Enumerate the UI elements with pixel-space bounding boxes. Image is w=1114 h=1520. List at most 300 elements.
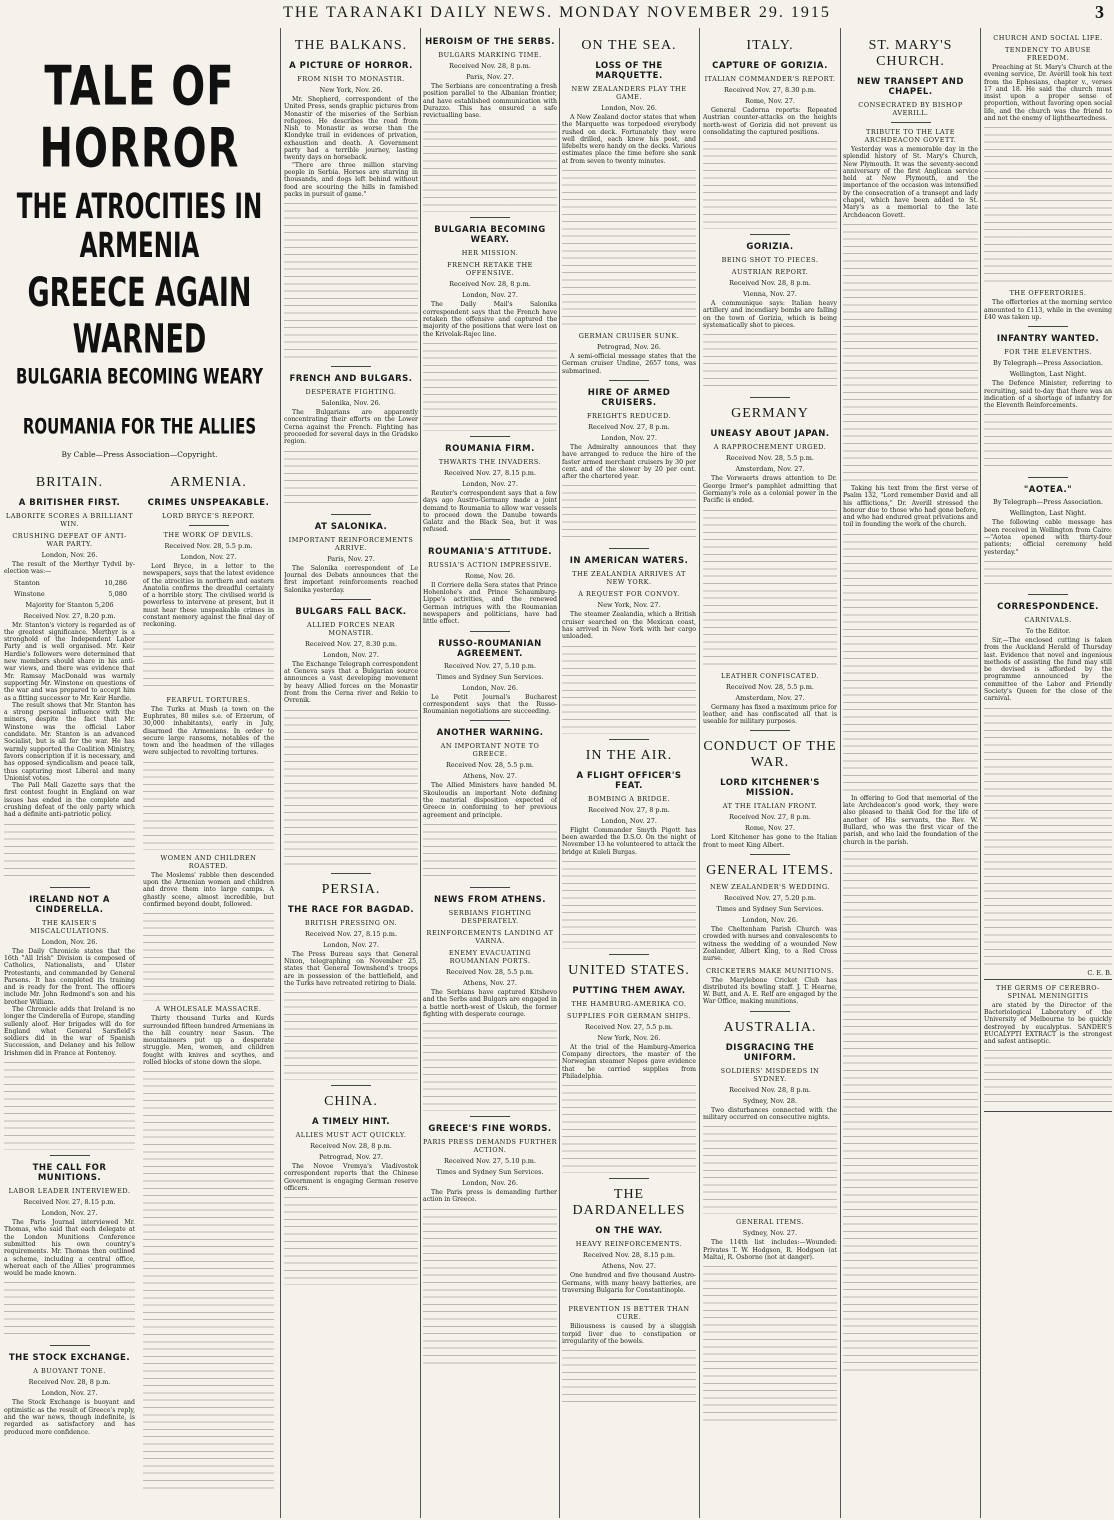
column-rule — [699, 28, 700, 1518]
divider — [609, 1178, 649, 1179]
article-text: Preaching at St. Mary's Church at the evening service, Dr. Averill took his text from the Ephesians, chapter v., verses 17 and 18. He said the church must insist upon a proper sense of proportion, without favoring open social life, and the church was the friend to and not the enemy of lightheartedness. — [984, 64, 1112, 123]
deck: FREIGHTS REDUCED. — [586, 411, 672, 420]
dateline: Rome, Nov. 27. — [745, 824, 795, 833]
article-text: Sir,—The enclosed cutting is taken from the Auckland Herald of Thursday last. Evidence that novel and ingenious methods of assisting the fund may still be devised is afforded by the programme announced by the committee of the Labor and Friendly Society's Queen for the close of the carnival. — [984, 636, 1112, 703]
article-text: The Moslems' rabble then descended upon the Armenian women and children and drove them into large camps. A ghastly scene, almost incredible, but confirmed beyond doubt, followed. — [143, 871, 274, 908]
article-text: The offertories at the morning service amounted to £113, while in the evening £40 was taken up. — [984, 299, 1112, 321]
text-lines — [284, 708, 418, 868]
deck: TENDENCY TO ABUSE FREEDOM. — [1004, 46, 1092, 62]
heading-on-the-way: ON THE WAY. — [595, 1226, 663, 1237]
deck: CRICKETERS MAKE MUNITIONS. — [705, 966, 835, 975]
divider — [470, 1116, 510, 1117]
deck: GERMAN CRUISER SUNK. — [578, 332, 680, 341]
article-text: "There are three million starving people in Serbia. Horses are starving in thousands, and dogs left behind without food are scouring the hills in famished packs in pursuit of game." — [284, 161, 418, 198]
section-on-the-sea: ON THE SEA. — [581, 38, 677, 53]
dateline: Vienna, Nov. 27. — [743, 290, 797, 299]
text-lines — [143, 1332, 274, 1492]
received-line: Received Nov. 27, 8 p.m. — [588, 422, 670, 431]
section-dardanelles: THE DARDANELLES — [572, 1187, 686, 1219]
article-text: The Salonika correspondent of Le Journal des Debats announces that the first important reinforcements reached Salonika yesterday. — [284, 564, 418, 594]
article-text: Mr. Stanton's victory is regarded as of the greatest significance. Merthyr is a stronghold of the Independent Labor Party and is well organised. Mr. Keir Hardie's followers were determined that new members should share in his anti-war views, and there was evidence that Mr. Ramsay MacDonald was warmly supporting Mr. Winstone on questions of the war and was prepared to accept him as a fitting successor to Mr. Keir Hardie. — [4, 621, 135, 702]
signature: C. E. B. — [1087, 968, 1112, 977]
divider — [750, 397, 790, 398]
article-text: The Stock Exchange is buoyant and optimistic as the result of Greece's reply, and the war news, though indefinite, is regarded as satisfactory and has produced more confidence. — [4, 1399, 135, 1436]
deck: NEW ZEALANDER'S WEDDING. — [709, 883, 831, 892]
section-in-the-air: IN THE AIR. — [585, 747, 673, 763]
text-lines — [703, 1124, 837, 1214]
text-lines — [284, 201, 418, 361]
divider — [1028, 477, 1068, 478]
deck: AUSTRIAN REPORT. — [731, 268, 809, 277]
deck: LABOR LEADER INTERVIEWED. — [8, 1187, 131, 1196]
divider — [470, 217, 510, 218]
text-lines — [143, 911, 274, 1001]
deck: FROM NISH TO MONASTIR. — [297, 75, 405, 83]
deck: HER MISSION. — [461, 249, 519, 258]
received-line: Received Nov. 28, 8 p.m. — [449, 62, 531, 70]
section-church-social: CHURCH AND SOCIAL LIFE. — [993, 34, 1103, 42]
article-text: Lord Kitchener has gone to the Italian front to meet King Albert. — [703, 834, 837, 849]
heading-picture-of-horror: A PICTURE OF HORROR. — [289, 61, 413, 71]
headline-tale-of-horror: TALE OF HORROR — [39, 56, 240, 181]
section-russo-roumanian: RUSSO-ROUMANIAN AGREEMENT. — [438, 638, 542, 659]
column-rule — [840, 28, 841, 1518]
deck: FEARFUL TORTURES. — [166, 695, 251, 704]
received-line: Received Nov. 27, 5.5 p.m. — [585, 1022, 673, 1031]
source-line: Times and Sydney Sun Services. — [436, 1168, 544, 1177]
deck: GENERAL ITEMS. — [736, 1218, 804, 1227]
deck: FRENCH RETAKE THE OFFENSIVE. — [447, 261, 533, 278]
text-lines — [284, 449, 418, 509]
deck: BULGARS MARKING TIME. — [438, 51, 542, 59]
divider — [50, 1345, 90, 1346]
deck: ITALIAN COMMANDER'S REPORT. — [704, 75, 836, 83]
dateline: Sydney, Nov. 27. — [742, 1229, 798, 1238]
section-gorizia: GORIZIA. — [746, 242, 794, 253]
deck: REINFORCEMENTS LANDING AT VARNA. — [426, 928, 554, 945]
deck: SOLDIERS' MISDEEDS IN SYDNEY. — [720, 1066, 820, 1083]
candidate-votes: 10,286 — [104, 578, 127, 587]
article-text: Taking his text from the first verse of Psalm 132, "Lord remember David and all his afflictions," Dr. Averill stressed the honour due to those who had gone before, and who had endured great privations and toil in founding the work of the church. — [843, 484, 978, 529]
column-1 — [4, 30, 275, 1518]
deck: NEW ZEALANDERS PLAY THE GAME. — [571, 85, 687, 101]
heading-uneasy-japan: UNEASY ABOUT JAPAN. — [710, 429, 830, 440]
section-another-warning: ANOTHER WARNING. — [436, 728, 544, 739]
text-lines — [562, 859, 696, 949]
dateline: London, Nov. 27. — [41, 1389, 98, 1398]
received-line: Received Nov. 27, 5.10 p.m. — [443, 661, 537, 670]
received-line: Received Nov. 28, 8 p.m. — [729, 279, 811, 288]
section-infantry-wanted: INFANTRY WANTED. — [996, 334, 1100, 345]
article-text: The Exchange Telegraph correspondent at Geneva says that a Bulgarian source announces a vast developing movement by heavy Allied forces on the Monastir front from the Cerna river and Rekio to Ovrenik. — [284, 660, 418, 705]
article-text: A communique says: Italian heavy artillery and incendiary bombs are falling on the town of Gorizia, which is being systematically shot to pieces. — [703, 300, 837, 330]
received-line: Received Nov. 28, 5.5 p.m. — [446, 761, 534, 770]
text-lines — [562, 644, 696, 734]
text-lines — [843, 1112, 978, 1372]
deck: WOMEN AND CHILDREN ROASTED. — [160, 853, 257, 870]
received-line: Received Nov. 28, 8 p.m. — [449, 280, 531, 289]
received-line: Received Nov. 27, 8.15 p.m. — [304, 929, 398, 938]
deck: TRIBUTE TO THE LATE ARCHDEACON GOVETT. — [864, 128, 957, 144]
dateline: London, Nov. 27. — [462, 291, 518, 300]
divider — [891, 122, 931, 123]
received-line: Received Nov. 28, 5.5 p.m. — [726, 682, 814, 691]
divider — [331, 1085, 371, 1086]
received-line: Received Nov. 27, 8.20 p.m. — [23, 611, 116, 620]
text-lines — [984, 1048, 1112, 1108]
deck: ALLIED FORCES NEAR MONASTIR. — [307, 620, 395, 637]
article-text: Flight Commander Smyth Pigott has been awarded the D.S.O. On the night of November 13 he volunteered to attack the bridge at Kuleli Burgas. — [562, 826, 696, 856]
dateline: London, Nov. 27. — [323, 650, 379, 659]
received-line: Received Nov. 27, 5.10 p.m. — [443, 1157, 537, 1166]
received-line: Received Nov. 27, 8.30 p.m. — [723, 86, 817, 94]
received-line: Received Nov. 27, 8.15 p.m. — [23, 1198, 116, 1207]
subcolumn-right — [143, 467, 274, 1495]
headline-greece-warned: GREECE AGAIN WARNED — [27, 270, 252, 363]
divider — [331, 366, 371, 367]
text-lines — [562, 1348, 696, 1408]
source-line: Times and Sydney Sun Services. — [716, 905, 824, 914]
article-text: Il Corriere della Sera states that Prince Hohenlohe's and Prince Schaumburg-Lippe's activities, and the renewed German intrigues with the Roumanian newspapers and politicians, have had little effect. — [423, 581, 557, 626]
divider — [750, 1011, 790, 1012]
headline-atrocities-armenia: THE ATROCITIES IN ARMENIA — [16, 188, 263, 266]
column-3 — [423, 30, 557, 1518]
article-text: The Daily Chronicle states that the 16th "All Irish" Division is composed of Catholics, Nationalists, and Ulster Protestants, and commanded by General Parsons. It has completed its training and is ready for the front. The officers include Mr. John Redmond's son and his brother William. — [4, 947, 135, 1006]
divider — [189, 525, 229, 526]
dateline: London, Nov. 26. — [41, 937, 98, 946]
article-text: One hundred and five thousand Austro-Germans, with many heavy batteries, are traversing Bulgaria for Constantinople. — [562, 1272, 696, 1294]
deck: THWARTS THE INVADERS. — [438, 457, 542, 466]
text-lines — [703, 332, 837, 392]
dateline: Athens, Nov. 27. — [463, 772, 517, 781]
masthead — [0, 0, 1114, 22]
deck: THE HAMBURG-AMERIKA CO. — [571, 999, 687, 1008]
dateline: Paris, Nov. 27. — [466, 73, 514, 81]
divider — [470, 436, 510, 437]
article-text: The steamer Zealandia, which a British cruiser searched on the Mexican coast, has arrived in New York with her cargo unloaded. — [562, 611, 696, 641]
divider — [331, 514, 371, 515]
deck: A WHOLESALE MASSACRE. — [155, 1005, 262, 1014]
advertisement-text: Biliousness is caused by a sluggish torpid liver due to constipation or irregularity of the bowels. — [562, 1323, 696, 1345]
source-line: By Telegraph—Press Association. — [993, 498, 1103, 507]
article-text: Reuter's correspondent says that a few days ago Austro-Germany made a joint demand to Roumania to allow war vessels to proceed down the Danube towards Galatz and the Black Sea, but it was refused. — [423, 489, 557, 534]
advertisement-heading: PREVENTION IS BETTER THAN CURE. — [568, 1305, 690, 1322]
dateline: Paris, Nov. 27. — [327, 554, 375, 563]
article-text: A New Zealand doctor states that when the Marquette was torpedoed everybody rushed on deck. Fortunately they were well drilled, each knew his post, and lifebelts were handy on the decks. Various estimates place the time before she sank at from seven to twenty minutes. — [562, 114, 696, 165]
poll-row — [14, 590, 135, 598]
article-text: Two disturbances connected with the military occurred on consecutive nights. — [703, 1106, 837, 1122]
article-text: General Cadorna reports: Repeated Austrian counter-attacks on the heights north-west of Gorizia did not prevent us consolidating the captured positions. — [703, 107, 837, 136]
text-lines — [562, 483, 696, 543]
section-stock-exchange: THE STOCK EXCHANGE. — [8, 1353, 131, 1364]
source-line: Times and Sydney Sun Services. — [436, 672, 544, 681]
received-line: Received Nov. 27, 5.20 p.m. — [723, 894, 817, 903]
deck: ALLIES MUST ACT QUICKLY. — [295, 1131, 407, 1140]
deck: PARIS PRESS DEMANDS FURTHER ACTION. — [423, 1138, 557, 1155]
candidate-votes: 5,080 — [108, 589, 127, 598]
dateline: London, Nov. 26. — [601, 104, 657, 112]
column-rule — [980, 28, 981, 1518]
divider — [1028, 326, 1068, 327]
divider — [331, 873, 371, 874]
text-lines — [703, 1264, 837, 1424]
divider — [470, 631, 510, 632]
heading-transept-chapel: NEW TRANSEPT AND CHAPEL. — [857, 77, 964, 97]
deck: FOR THE ELEVENTHS. — [1004, 348, 1092, 357]
received-line: Received Nov. 28, 8 p.m. — [28, 1378, 111, 1387]
majority-line: Majority for Stanton 5,206 — [25, 600, 114, 609]
article-text: The Serbians are concentrating a fresh position parallel to the Albanian frontier, and have established communication with Durazzo. This has ensured a safe revictualling base. — [423, 83, 557, 120]
dateline: Rome, Nov. 26. — [465, 571, 515, 580]
deck: A BUOYANT TONE. — [33, 1367, 106, 1376]
divider — [50, 1155, 90, 1156]
text-lines — [843, 532, 978, 792]
divider — [1028, 594, 1068, 595]
heading-britisher-first: A BRITISHER FIRST. — [18, 498, 121, 508]
article-text: The Marylebone Cricket Club has distributed its bowling staff. J. T. Hearne, W. Butt, and A. E. Relf are engaged by the War Office, making munitions. — [703, 976, 837, 1006]
article-text: A semi-official message states that the German cruiser Undine, 2657 tons, was submarined. — [562, 353, 696, 375]
section-general-items: GENERAL ITEMS. — [706, 863, 834, 879]
text-lines — [284, 990, 418, 1080]
page-number: 3 — [1095, 2, 1104, 22]
deck: A RAPPROCHEMENT URGED. — [713, 443, 827, 452]
deck: THE KAISER'S MISCALCULATIONS. — [30, 918, 109, 935]
deck: THE ZEALANDIA ARRIVES AT NEW YORK. — [572, 570, 686, 587]
heading-timely-hint: A TIMELY HINT. — [311, 1117, 391, 1128]
dateline: London, Nov. 26. — [41, 551, 98, 559]
deck: AT THE ITALIAN FRONT. — [722, 802, 818, 811]
text-lines — [423, 341, 557, 431]
section-china: CHINA. — [324, 1094, 378, 1110]
section-germany: GERMANY — [731, 406, 809, 422]
poll-row — [14, 579, 135, 587]
received-line: Received Nov. 28, 8.15 p.m. — [582, 1251, 676, 1260]
section-conduct-of-war: CONDUCT OF THE WAR. — [703, 739, 837, 771]
article-text: The Daily Mail's Salonika correspondent says that the French have retaken the offensive and captured the majority of the positions that were lost on the Krivolak-Rajec line. — [423, 301, 557, 338]
article-text: The Admiralty announces that they have arranged to reduce the hire of the faster armed merchant cruisers by 30 per cent. and of the slower by 20 per cent. after the chartered year. — [562, 443, 696, 481]
section-roumania-firm: ROUMANIA FIRM. — [445, 443, 535, 454]
text-lines — [423, 822, 557, 882]
salutation: To the Editor. — [1025, 626, 1071, 635]
article-text: The following cable message has been received in Wellington from Cairo:—"Aotea opened with thirty-four patients; official ceremony held yesterday." — [984, 519, 1112, 556]
article-text: Lord Bryce, in a letter to the newspapers, says that the latest evidence of the atrocities in northern and eastern Anatolia confirms the dreadful certainty of a horrible story. The civilised world is powerless to intervene at present, but it must hear these unspeakable crimes in constant memory against the final day of reckoning. — [143, 563, 274, 629]
article-text: The Turks at Mush (a town on the Euphrates, 80 miles s.e. of Erzerum, of 30,000 inhabitants), early in July, disarmed the Armenians. In order to secure large ransoms, notables of the town and the headmen of the villages were subjected to revolting tortures. — [143, 705, 274, 757]
heading-capture-gorizia: CAPTURE OF GORIZIA. — [712, 61, 828, 71]
deck: DESPERATE FIGHTING. — [305, 388, 397, 397]
text-lines — [284, 1195, 418, 1285]
text-lines — [423, 1207, 557, 1367]
dateline: Athens, Nov. 27. — [602, 1262, 656, 1271]
section-united-states: UNITED STATES. — [568, 962, 690, 978]
dateline: London, Nov. 27. — [601, 816, 657, 825]
divider — [609, 954, 649, 955]
dateline: London, Nov. 27. — [41, 1209, 98, 1218]
text-lines — [143, 1069, 274, 1329]
section-heroism-serbs: HEROISM OF THE SERBS. — [425, 37, 555, 47]
dateline: Wellington, Last Night. — [1009, 509, 1087, 518]
section-st-marys: ST. MARY'S CHURCH. — [868, 38, 953, 69]
text-lines — [4, 1060, 135, 1150]
text-lines — [984, 559, 1112, 589]
article-text: The Cheltenham Parish Church was crowded with nurses and convalescents to witness the wedding of a wounded New Zealander, Albert King, to a Red Cross nurse. — [703, 926, 837, 963]
text-lines — [423, 1021, 557, 1111]
text-lines — [703, 139, 837, 229]
deck: RUSSIA'S ACTION IMPRESSIVE. — [428, 560, 552, 569]
column-7 — [984, 30, 1112, 1518]
text-lines — [984, 412, 1112, 472]
candidate-name: Stanton — [14, 578, 40, 587]
heading-disgracing-uniform: DISGRACING THE UNIFORM. — [725, 1042, 815, 1063]
dateline: London, Nov. 27. — [180, 553, 237, 561]
dateline: Petrograd, Nov. 26. — [597, 343, 661, 352]
article-text: The Press Bureau says that General Nixon, telegraphing on November 25, states that General Townshend's troops are in possession of the battlefield, and the Turks have retreated retiring to Diala. — [284, 950, 418, 987]
divider — [470, 539, 510, 540]
divider — [609, 1299, 649, 1300]
divider — [609, 739, 649, 740]
section-balkans: THE BALKANS. — [294, 38, 408, 53]
article-text: In offering to God that memorial of the late Archdeacon's good work, they were also pleased to thank God for the life of another of His servants, the Rev. W. Bullard, who was the first vicar of the parish, and who laid the foundation of the church in the parish. — [843, 794, 978, 846]
article-text: Yesterday was a memorable day in the splendid history of St. Mary's Church, New Plymouth. It was the seventy-second anniversary of the first Anglican service held at New Plymouth, and the importance of the occasion was intensified by the consecration of a transept and lady chapel, which have been added to St. Mary's as a memorial to the late Archdeacon Govett. — [843, 146, 978, 219]
text-lines — [423, 122, 557, 212]
dateline: London, Nov. 27. — [323, 940, 379, 949]
section-bulgars-fall-back: BULGARS FALL BACK. — [295, 606, 407, 617]
deck: SERBIANS FIGHTING DESPERATELY. — [448, 908, 532, 925]
section-armenia: ARMENIA. — [170, 475, 247, 490]
divider — [470, 887, 510, 888]
deck: BEING SHOT TO PIECES. — [721, 256, 819, 265]
dateline: Rome, Nov. 27. — [745, 97, 795, 105]
dateline: Amsterdam, Nov. 27. — [735, 693, 805, 702]
article-text: The Serbians have captured Kitshevo and the Serbs and Bulgars are engaged in a battle north-west of Uskub, the former fighting with desperate courage. — [423, 988, 557, 1018]
section-ireland: IRELAND NOT A CINDERELLA. — [29, 894, 110, 915]
byline: By Cable—Press Association—Copyright. — [61, 450, 218, 459]
section-armed-cruisers: HIRE OF ARMED CRUISERS. — [587, 387, 671, 408]
article-text: The 114th list includes:—Wounded: Privates T. W. Hodgson, R. Hodgson (at Malta), R. Osborne (not at danger). — [703, 1239, 837, 1261]
section-bulgaria-weary: BULGARIA BECOMING WEARY. — [434, 225, 546, 246]
article-text: The Chronicle adds that Ireland is no longer the Cinderella of Europe, standing sullenly aloof. Her brigades will do for England what General Sarsfield's soldiers did in the war of Spanish Succession, and Delaney and his fellow Irishmen did in France at Fontenoy. — [4, 1005, 135, 1057]
deck: SUPPLIES FOR GERMAN SHIPS. — [567, 1011, 691, 1020]
text-lines — [4, 1280, 135, 1340]
section-greece-fine-words: GREECE'S FINE WORDS. — [428, 1124, 552, 1135]
column-1-subcolumns — [4, 467, 275, 1495]
deck: LORD BRYCE'S REPORT. — [161, 512, 256, 520]
article-text: The Vorwaerts draws attention to Dr. George Irmer's pamphlet admitting that Germany's role as a colonial power in the Pacific is ended. — [703, 475, 837, 505]
divider — [609, 380, 649, 381]
deck: BOMBING A BRIDGE. — [588, 794, 670, 803]
dateline: Amsterdam, Nov. 27. — [735, 465, 805, 474]
section-italy: ITALY. — [746, 38, 794, 53]
dateline: Sydney, Nov. 28. — [742, 1096, 798, 1105]
received-line: Received Nov. 28, 5.5 p.m. — [726, 454, 814, 463]
article-text: The Paris Journal interviewed Mr. Thomas, who said that each delegate at the London Munitions Conference submitted his own country's requirements. Mr. Thomas then outlined a scheme, including a central office, whereat each of the Allies' programmes would be made known. — [4, 1219, 135, 1278]
received-line: Received Nov. 28, 8 p.m. — [729, 1085, 811, 1094]
article-text: The Defence Minister, referring to recruiting, said to-day that there was an indication of a shortage of infantry for the Eleventh Reinforcements. — [984, 380, 1112, 410]
deck: THE WORK OF DEVILS. — [163, 531, 254, 539]
dateline: Salonika, Nov. 26. — [321, 399, 381, 408]
deck: ENEMY EVACUATING ROUMANIAN PORTS. — [448, 948, 532, 965]
column-rule — [280, 28, 281, 1518]
deck: CARNIVALS. — [1024, 615, 1072, 624]
article-text: The Novoe Vremya's Vladivostok correspondent reports that the Chinese Government is engaging German reserve officers. — [284, 1163, 418, 1192]
article-text: Thirty thousand Turks and Kurds surrounded fifteen hundred Armenians in the hill country near Sasun. The mountaineers put up a desperate struggle. Men, women, and children fought with knives and scythes, and rolled blocks of stone down the slope. — [143, 1015, 274, 1067]
text-lines — [4, 822, 135, 882]
subcolumn-left — [4, 467, 135, 1495]
dateline: London, Nov. 27. — [601, 433, 657, 442]
text-lines — [843, 849, 978, 1109]
column-rule — [559, 28, 560, 1518]
received-line: Received Nov. 27, 8 p.m. — [588, 805, 670, 814]
article-text: The result shows that Mr. Stanton has a strong personal influence with the miners, despite the fact that Mr. Winstone was the official Labor candidate. Mr. Stanton is an advanced Socialist, but is all for the war. He has warmly supported the Coalition Ministry, favors conscription if it is necessary, and has opposed syndicalism and peace talk, thus capturing most Liberal and many Unionist votes. — [4, 701, 135, 782]
article-text: The Allied Ministers have handed M. Skouloudis an important Note defining the material disposition expected of Greece in conforming to her previous agreement and principle. — [423, 782, 557, 819]
heading-flight-officer: A FLIGHT OFFICER'S FEAT. — [576, 770, 682, 791]
deck: LABORITE SCORES A BRILLIANT WIN. — [5, 512, 134, 528]
section-french-bulgars: FRENCH AND BULGARS. — [289, 374, 413, 385]
column-5 — [703, 30, 837, 1518]
section-persia: PERSIA. — [321, 881, 381, 897]
column-6 — [843, 30, 978, 1518]
column-4 — [562, 30, 696, 1518]
advertisement-heading: THE GERMS OF CEREBRO-SPINAL MENINGITIS — [995, 983, 1101, 1000]
section-correspondence: CORRESPONDENCE. — [997, 601, 1099, 612]
section-news-athens: NEWS FROM ATHENS. — [434, 894, 546, 905]
section-aotea: "AOTEA." — [1023, 485, 1073, 496]
dateline: Wellington, Last Night. — [1009, 370, 1087, 379]
text-lines — [562, 1083, 696, 1173]
section-salonika: AT SALONIKA. — [314, 521, 388, 532]
section-roumania-attitude: ROUMANIA'S ATTITUDE. — [428, 546, 552, 557]
advertisement-text: are stated by the Director of the Bacteriological Laboratory of the University of Melbourne to be quickly destroyed by eucalyptus. SANDER'S EUCALYPTI EXTRACT is the strongest and safest antiseptic. — [984, 1001, 1112, 1046]
text-lines — [703, 508, 837, 668]
article-text: The Pall Mall Gazette says that the first contest fought in England on war issues has ended in the complete and crushing defeat of the only party which had a definite anti-patriotic policy. — [4, 782, 135, 819]
heading-crimes: CRIMES UNSPEAKABLE. — [147, 498, 270, 508]
deck: CRUSHING DEFEAT OF ANTI-WAR PARTY. — [12, 532, 127, 548]
advertisement — [984, 979, 1112, 1113]
heading-kitchener-mission: LORD KITCHENER'S MISSION. — [720, 778, 820, 799]
text-lines — [984, 125, 1112, 285]
divider — [50, 887, 90, 888]
deck: AN IMPORTANT NOTE TO GREECE. — [440, 742, 540, 759]
divider — [609, 548, 649, 549]
section-munitions: THE CALL FOR MUNITIONS. — [32, 1163, 107, 1184]
received-line: Received Nov. 28, 8 p.m. — [310, 1142, 392, 1151]
candidate-name: Winstone — [14, 589, 45, 598]
headline-bulgaria-weary: BULGARIA BECOMING WEARY — [15, 364, 264, 390]
article-text: The Paris press is demanding further action in Greece. — [423, 1189, 557, 1204]
text-lines — [843, 222, 978, 482]
article-text: The Bulgarians are apparently concentrating their efforts on the Lower Cerna against the French. Fighting has proceeded for several days in the Gradsko region. — [284, 409, 418, 446]
deck: HEAVY REINFORCEMENTS. — [575, 1240, 683, 1249]
divider — [331, 599, 371, 600]
dateline: New York, Nov. 26. — [319, 86, 383, 94]
dateline: Athens, Nov. 27. — [463, 978, 517, 987]
heading-marquette: LOSS OF THE MARQUETTE. — [595, 61, 663, 81]
received-line: Received Nov. 27, 8.15 p.m. — [443, 468, 537, 477]
divider — [750, 234, 790, 235]
text-lines — [984, 706, 1112, 966]
section-australia: AUSTRALIA. — [723, 1019, 817, 1035]
article-text: The result of the Merthyr Tydvil by-election was:— — [4, 561, 135, 576]
headline-roumania-allies: ROUMANIA FOR THE ALLIES — [22, 414, 257, 440]
deck: LEATHER CONFISCATED. — [720, 671, 820, 680]
heading-putting-away: PUTTING THEM AWAY. — [572, 985, 686, 996]
column-2 — [284, 30, 418, 1518]
received-line: Received Nov. 28, 5.5 p.m. — [446, 967, 534, 976]
text-lines — [143, 632, 274, 692]
deck: THE OFFERTORIES. — [1009, 289, 1087, 298]
received-line: Received Nov. 27, 8 p.m. — [729, 813, 811, 822]
dateline: London, Nov. 26. — [462, 683, 518, 692]
received-line: Received Nov. 27, 8.30 p.m. — [304, 639, 398, 648]
